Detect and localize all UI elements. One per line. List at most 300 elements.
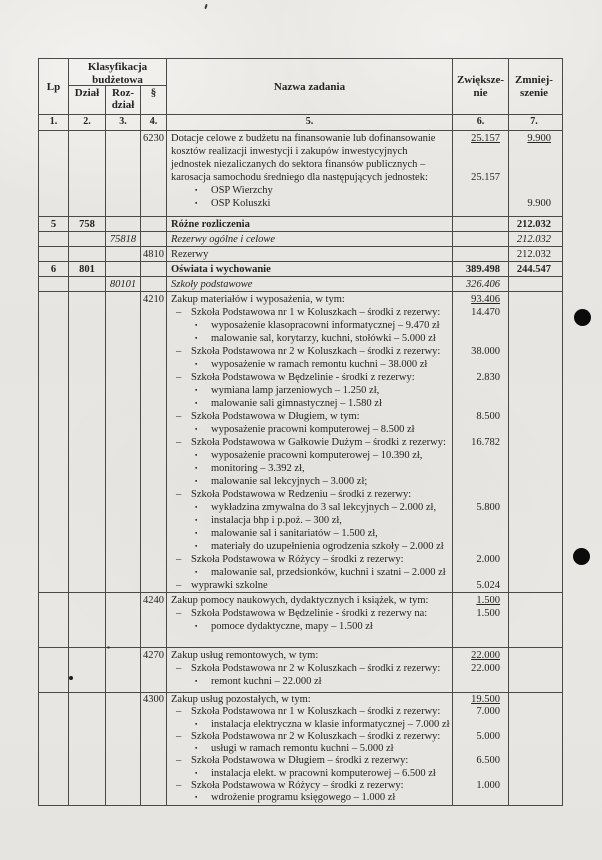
budget-table xyxy=(38,58,563,806)
column-number: 4. xyxy=(141,115,167,130)
cell-dzial xyxy=(69,648,106,692)
task-line xyxy=(167,171,452,184)
task-text: malowanie sali gimnastycznej – 1.580 zł xyxy=(211,398,382,409)
cell-zmniejszenie xyxy=(509,217,559,231)
amount-zwiekszenie xyxy=(453,719,508,731)
cell-lp xyxy=(39,593,69,647)
amount-zmniejszenie xyxy=(509,158,559,171)
amount-zwiekszenie xyxy=(453,462,508,475)
column-number: 7. xyxy=(530,116,538,127)
col-header-zmniejszenie: Zmniej- szenie xyxy=(515,74,553,99)
task-text: Zakup pomocy naukowych, dydaktycznych i książek, w tym: xyxy=(171,595,429,606)
cell-dzial xyxy=(69,693,106,805)
dash-marker: – xyxy=(176,780,182,792)
amount-zmniejszenie xyxy=(509,384,559,397)
task-text: malowanie sal, korytarzy, kuchni, stołówki – 5.000 zł xyxy=(211,333,436,344)
task-text: Zakup usług pozostałych, w tym: xyxy=(171,694,311,705)
amount-zmniejszenie xyxy=(509,792,559,804)
table-row xyxy=(39,232,562,247)
task-line xyxy=(167,248,452,261)
amount-zmniejszenie: 212.032 xyxy=(516,249,551,260)
amount-zmniejszenie xyxy=(509,462,559,475)
task-line xyxy=(167,755,452,767)
task-text: malowanie sal, przedsionków, kuchni i szatni – 2.000 zł xyxy=(211,567,446,578)
square-bullet-marker: ▪ xyxy=(195,387,198,394)
task-text: wykładzina zmywalna do 3 sal lekcyjnych – 2.000 zł, xyxy=(211,502,437,513)
cell-zwiekszenie xyxy=(453,131,509,216)
task-text: Rezerwy ogólne i celowe xyxy=(171,234,276,245)
amount-zmniejszenie xyxy=(509,171,559,184)
amount-zmniejszenie: 244.547 xyxy=(516,264,551,275)
col-header-lp-label: Lp xyxy=(46,80,61,93)
task-line xyxy=(167,514,452,527)
task-line xyxy=(167,566,452,579)
task-text: Szkoła Podstawowa w Redzeniu – środki z rezerwy: xyxy=(191,489,412,500)
amount-zmniejszenie xyxy=(509,184,559,197)
col-header-dzial: Dział xyxy=(69,86,106,114)
square-bullet-marker: ▪ xyxy=(195,335,198,342)
amount-zmniejszenie xyxy=(509,620,559,633)
column-number: 1. xyxy=(39,115,69,130)
task-line xyxy=(167,197,452,210)
amount-zwiekszenie: 1.500 xyxy=(476,608,500,619)
task-line xyxy=(167,384,452,397)
amount-zmniejszenie xyxy=(509,566,559,579)
task-line xyxy=(167,620,452,633)
task-line xyxy=(167,792,452,804)
cell-nazwa-zadania xyxy=(167,131,453,216)
square-bullet-marker: ▪ xyxy=(195,452,198,459)
task-line xyxy=(167,649,452,662)
cell-rozdzial xyxy=(106,247,141,261)
task-text: jednostek niezaliczanych do sektora finansów publicznych – xyxy=(171,159,426,170)
cell-nazwa-zadania xyxy=(167,277,453,291)
amount-zmniejszenie xyxy=(509,768,559,780)
task-text: materiały do uzupełnienia ogrodzenia szkoły – 2.000 zł xyxy=(211,541,444,552)
task-text: Zakup usług remontowych, w tym: xyxy=(171,650,319,661)
amount-zwiekszenie xyxy=(453,384,508,397)
cell-lp xyxy=(39,277,69,291)
amount-zmniejszenie xyxy=(509,278,559,291)
amount-zwiekszenie: 22.000 xyxy=(471,650,500,661)
amount-zmniejszenie xyxy=(509,306,559,319)
col-header-klasyfikacja xyxy=(69,59,166,86)
amount-zwiekszenie: 7.000 xyxy=(476,706,500,718)
square-bullet-marker: ▪ xyxy=(195,478,198,485)
task-line xyxy=(167,527,452,540)
task-line xyxy=(167,731,452,743)
cell-rozdzial xyxy=(106,648,141,692)
task-text: Szkoła Podstawowa w Różycy – środki z rezerwy: xyxy=(191,780,404,792)
dash-marker: – xyxy=(176,372,182,383)
amount-zwiekszenie xyxy=(453,319,508,332)
task-text: wyposażenie klasopracowni informatycznej – 9.470 zł xyxy=(211,320,440,331)
task-line xyxy=(167,436,452,449)
amount-zwiekszenie: 1.000 xyxy=(476,780,500,792)
square-bullet-marker: ▪ xyxy=(195,322,198,329)
cell-nazwa-zadania xyxy=(167,262,453,276)
amount-zwiekszenie: 22.000 xyxy=(471,663,500,674)
task-line xyxy=(167,145,452,158)
square-bullet-marker: ▪ xyxy=(195,361,198,368)
task-text: Szkoła Podstawowa nr 2 w Koluszkach – środki z rezerwy: xyxy=(191,730,441,742)
task-text: Szkoła Podstawowa nr 1 w Koluszkach – środki z rezerwy: xyxy=(191,307,441,318)
task-text: wdrożenie programu księgowego – 1.000 zł xyxy=(211,792,396,804)
amount-zwiekszenie xyxy=(453,145,508,158)
amount-zmniejszenie xyxy=(509,780,559,792)
cell-paragraf xyxy=(141,277,167,291)
amount-zwiekszenie: 389.498 xyxy=(465,264,500,275)
square-bullet-marker: ▪ xyxy=(195,745,198,753)
column-number: 2. xyxy=(69,115,106,130)
dash-marker: – xyxy=(176,346,182,357)
task-text: Dotacje celowe z budżetu na finansowanie lub dofinansowanie xyxy=(171,133,436,144)
table-row xyxy=(39,292,562,593)
table-row xyxy=(39,247,562,262)
cell-zmniejszenie xyxy=(509,292,559,592)
square-bullet-marker: ▪ xyxy=(195,530,198,537)
klasyfikacja-subheaders xyxy=(69,86,166,114)
task-text: Rezerwy xyxy=(171,249,209,260)
square-bullet-marker: ▪ xyxy=(195,465,198,472)
cell-paragraf: 4300 xyxy=(141,693,167,805)
amount-zmniejszenie xyxy=(509,319,559,332)
square-bullet-marker: ▪ xyxy=(195,769,198,777)
amount-zwiekszenie xyxy=(453,184,508,197)
table-row xyxy=(39,693,562,805)
cell-rozdzial xyxy=(106,292,141,592)
amount-zmniejszenie xyxy=(509,514,559,527)
cell-zmniejszenie xyxy=(509,593,559,647)
cell-paragraf: 4270 xyxy=(141,648,167,692)
task-text: wyposażenie w ramach remontu kuchni – 38.000 zł xyxy=(211,359,428,370)
cell-zwiekszenie xyxy=(453,247,509,261)
cell-zwiekszenie xyxy=(453,648,509,692)
cell-dzial xyxy=(69,247,106,261)
amount-zwiekszenie xyxy=(453,514,508,527)
task-text: Oświata i wychowanie xyxy=(171,264,271,275)
table-row xyxy=(39,131,562,217)
amount-zwiekszenie: 25.157 xyxy=(471,133,500,144)
amount-zwiekszenie xyxy=(453,197,508,210)
amount-zmniejszenie xyxy=(509,397,559,410)
col-header-zwiekszenie: Zwiększe- nie xyxy=(453,59,509,114)
task-text: wymiana lamp jarzeniowych – 1.250 zł, xyxy=(211,385,380,396)
task-text: malowanie sal i sanitariatów – 1.500 zł, xyxy=(211,528,378,539)
task-text: wyposażenie pracowni komputerowej – 8.500 zł xyxy=(211,424,415,435)
task-line xyxy=(167,579,452,592)
amount-zwiekszenie: 38.000 xyxy=(471,346,500,357)
task-line xyxy=(167,184,452,197)
amount-zwiekszenie xyxy=(453,358,508,371)
amount-zmniejszenie xyxy=(509,488,559,501)
amount-zwiekszenie: 8.500 xyxy=(476,411,500,422)
cell-zwiekszenie xyxy=(453,292,509,592)
hole-punch-mark-top xyxy=(574,309,591,326)
task-text: instalacja elekt. w pracowni komputerowej – 6.500 zł xyxy=(211,767,436,779)
amount-zmniejszenie: 212.032 xyxy=(516,234,551,245)
table-header xyxy=(39,59,562,115)
amount-zmniejszenie: 9.900 xyxy=(527,133,551,144)
cell-zwiekszenie xyxy=(453,693,509,805)
cell-zmniejszenie xyxy=(509,232,559,246)
col-header-rozdzial: Roz- dział xyxy=(106,86,141,114)
amount-zwiekszenie: 19.500 xyxy=(471,694,500,705)
task-text: Szkoła Podstawowa w Będzelinie - środki z rezerwy na: xyxy=(191,608,428,619)
table-row xyxy=(39,648,562,693)
cell-paragraf xyxy=(141,262,167,276)
dash-marker: – xyxy=(176,608,182,619)
task-line xyxy=(167,306,452,319)
task-text: wyprawki szkolne xyxy=(191,580,268,591)
task-line xyxy=(167,462,452,475)
amount-zmniejszenie xyxy=(509,553,559,566)
cell-paragraf: 6230 xyxy=(141,131,167,216)
task-line xyxy=(167,371,452,384)
amount-zwiekszenie: 2.000 xyxy=(476,554,500,565)
cell-paragraf: 4240 xyxy=(141,593,167,647)
task-text: Szkoła Podstawowa w Różycy – środki z rezerwy: xyxy=(191,554,404,565)
amount-zmniejszenie xyxy=(509,694,559,706)
table-row xyxy=(39,262,562,277)
column-number: 5. xyxy=(167,115,453,130)
task-line xyxy=(167,158,452,171)
amount-zwiekszenie: 5.000 xyxy=(476,730,500,742)
amount-zwiekszenie xyxy=(453,768,508,780)
dash-marker: – xyxy=(176,437,182,448)
amount-zmniejszenie xyxy=(509,145,559,158)
dash-marker: – xyxy=(176,663,182,674)
amount-zmniejszenie xyxy=(509,371,559,384)
task-line xyxy=(167,706,452,718)
task-text: Szkoła Podstawowa w Długiem – środki z rezerwy: xyxy=(191,755,409,767)
amount-zwiekszenie xyxy=(453,620,508,633)
amount-zmniejszenie xyxy=(509,731,559,743)
col-header-nazwa-zadania: Nazwa zadania xyxy=(167,59,453,114)
cell-rozdzial: 80101 xyxy=(106,277,141,291)
cell-dzial xyxy=(69,292,106,592)
task-line xyxy=(167,719,452,731)
amount-zmniejszenie xyxy=(509,293,559,306)
amount-zmniejszenie: 9.900 xyxy=(527,198,551,209)
task-text: Szkoły podstawowe xyxy=(171,279,253,290)
task-text: Szkoła Podstawowa w Długiem, w tym: xyxy=(191,411,360,422)
dash-marker: – xyxy=(176,755,182,767)
task-line xyxy=(167,607,452,620)
cell-nazwa-zadania xyxy=(167,648,453,692)
square-bullet-marker: ▪ xyxy=(195,504,198,511)
amount-zmniejszenie xyxy=(509,649,559,662)
task-line xyxy=(167,233,452,246)
amount-zwiekszenie xyxy=(453,675,508,688)
amount-zmniejszenie xyxy=(509,607,559,620)
task-line xyxy=(167,743,452,755)
task-line xyxy=(167,675,452,688)
task-text: karosacja samochodu średniego dla następujących jednostek: xyxy=(171,172,428,183)
task-text: pomoce dydaktyczne, mapy – 1.500 zł xyxy=(211,621,373,632)
cell-lp xyxy=(39,693,69,805)
amount-zwiekszenie xyxy=(453,540,508,553)
task-text: Szkoła Podstawowa nr 1 w Koluszkach – środki z rezerwy: xyxy=(191,706,441,718)
cell-paragraf xyxy=(141,232,167,246)
square-bullet-marker: ▪ xyxy=(195,426,198,433)
dash-marker: – xyxy=(176,706,182,718)
cell-paragraf xyxy=(141,217,167,231)
task-line xyxy=(167,332,452,345)
task-text: Szkoła Podstawowa w Gałkowie Dużym – środki z rezerwy: xyxy=(191,437,446,448)
task-line xyxy=(167,594,452,607)
square-bullet-marker: ▪ xyxy=(195,720,198,728)
amount-zmniejszenie xyxy=(509,755,559,767)
amount-zwiekszenie: 25.157 xyxy=(471,172,500,183)
dash-marker: – xyxy=(176,580,182,591)
task-text: Szkoła Podstawowa w Będzelinie - środki z rezerwy: xyxy=(191,372,415,383)
cell-lp xyxy=(39,131,69,216)
amount-zwiekszenie xyxy=(453,792,508,804)
square-bullet-marker: ▪ xyxy=(195,623,198,630)
table-body xyxy=(39,131,562,805)
amount-zwiekszenie xyxy=(453,743,508,755)
cell-nazwa-zadania xyxy=(167,292,453,592)
amount-zmniejszenie xyxy=(509,706,559,718)
task-text: OSP Koluszki xyxy=(211,198,271,209)
task-line xyxy=(167,662,452,675)
cell-nazwa-zadania xyxy=(167,232,453,246)
cell-rozdzial xyxy=(106,262,141,276)
amount-zwiekszenie xyxy=(453,248,508,261)
task-text: kosztów realizacji inwestycji i zakupów inwestycyjnych xyxy=(171,146,408,157)
task-line xyxy=(167,501,452,514)
dash-marker: – xyxy=(176,307,182,318)
amount-zwiekszenie xyxy=(453,449,508,462)
amount-zwiekszenie xyxy=(453,233,508,246)
amount-zmniejszenie xyxy=(509,527,559,540)
cell-nazwa-zadania xyxy=(167,693,453,805)
square-bullet-marker: ▪ xyxy=(195,517,198,524)
hole-punch-mark-bottom xyxy=(573,548,590,565)
task-line xyxy=(167,694,452,706)
amount-zwiekszenie: 93.406 xyxy=(471,294,500,305)
scan-speck xyxy=(107,646,110,649)
scan-speck xyxy=(204,4,207,9)
amount-zwiekszenie xyxy=(453,158,508,171)
amount-zmniejszenie xyxy=(509,332,559,345)
cell-lp xyxy=(39,232,69,246)
column-number: 6. xyxy=(453,115,509,130)
cell-dzial xyxy=(69,232,106,246)
amount-zwiekszenie: 5.024 xyxy=(476,580,500,591)
task-text: Szkoła Podstawowa nr 2 w Koluszkach – środki z rezerwy: xyxy=(191,663,441,674)
cell-zmniejszenie xyxy=(509,277,559,291)
task-line xyxy=(167,449,452,462)
col-header-lp xyxy=(39,59,69,114)
table-row xyxy=(39,593,562,648)
task-text: Różne rozliczenia xyxy=(171,219,250,230)
task-line xyxy=(167,263,452,276)
task-line xyxy=(167,488,452,501)
task-line xyxy=(167,423,452,436)
amount-zwiekszenie xyxy=(453,423,508,436)
cell-zmniejszenie xyxy=(509,648,559,692)
square-bullet-marker: ▪ xyxy=(195,187,198,194)
amount-zwiekszenie xyxy=(453,566,508,579)
task-line xyxy=(167,780,452,792)
task-text: malowanie sal lekcyjnych – 3.000 zł; xyxy=(211,476,368,487)
cell-rozdzial xyxy=(106,693,141,805)
task-text: remont kuchni – 22.000 zł xyxy=(211,676,322,687)
amount-zmniejszenie xyxy=(509,540,559,553)
cell-nazwa-zadania xyxy=(167,247,453,261)
amount-zmniejszenie xyxy=(509,410,559,423)
cell-rozdzial: 75818 xyxy=(106,232,141,246)
scan-speck xyxy=(69,676,73,680)
task-line xyxy=(167,345,452,358)
amount-zmniejszenie xyxy=(509,579,559,592)
task-text: OSP Wierzchy xyxy=(211,185,273,196)
amount-zmniejszenie xyxy=(509,501,559,514)
cell-paragraf: 4810 xyxy=(141,247,167,261)
amount-zmniejszenie xyxy=(509,436,559,449)
cell-dzial: 758 xyxy=(69,217,106,231)
task-line xyxy=(167,475,452,488)
task-text: instalacja elektryczna w klasie informatycznej – 7.000 zł xyxy=(211,718,450,730)
cell-zwiekszenie xyxy=(453,262,509,276)
square-bullet-marker: ▪ xyxy=(195,400,198,407)
square-bullet-marker: ▪ xyxy=(195,569,198,576)
klasyfikacja-line2: budżetowa xyxy=(92,73,143,86)
amount-zmniejszenie xyxy=(509,358,559,371)
task-line xyxy=(167,768,452,780)
cell-rozdzial xyxy=(106,131,141,216)
amount-zwiekszenie xyxy=(453,475,508,488)
task-line xyxy=(167,132,452,145)
task-text: monitoring – 3.392 zł, xyxy=(211,463,305,474)
dash-marker: – xyxy=(176,411,182,422)
amount-zwiekszenie: 326.406 xyxy=(465,279,500,290)
cell-dzial xyxy=(69,593,106,647)
cell-zwiekszenie xyxy=(453,277,509,291)
amount-zwiekszenie xyxy=(453,527,508,540)
amount-zwiekszenie: 1.500 xyxy=(476,595,500,606)
col-header-paragraf: § xyxy=(150,87,157,99)
task-line xyxy=(167,410,452,423)
task-line xyxy=(167,540,452,553)
cell-nazwa-zadania xyxy=(167,593,453,647)
column-number-row xyxy=(39,115,562,131)
amount-zmniejszenie xyxy=(509,675,559,688)
square-bullet-marker: ▪ xyxy=(195,678,198,685)
cell-zwiekszenie xyxy=(453,232,509,246)
col-group-klasyfikacja xyxy=(69,59,167,114)
cell-rozdzial xyxy=(106,217,141,231)
task-line xyxy=(167,278,452,291)
table-row xyxy=(39,277,562,292)
task-line xyxy=(167,397,452,410)
amount-zmniejszenie xyxy=(509,594,559,607)
task-line xyxy=(167,319,452,332)
task-text: usługi w ramach remontu kuchni – 5.000 zł xyxy=(211,743,394,755)
cell-zwiekszenie xyxy=(453,217,509,231)
cell-zmniejszenie xyxy=(509,131,559,216)
cell-dzial xyxy=(69,277,106,291)
amount-zwiekszenie xyxy=(453,332,508,345)
task-line xyxy=(167,358,452,371)
dash-marker: – xyxy=(176,730,182,742)
cell-lp: 5 xyxy=(39,217,69,231)
cell-lp: 6 xyxy=(39,262,69,276)
cell-zwiekszenie xyxy=(453,593,509,647)
amount-zmniejszenie xyxy=(509,475,559,488)
